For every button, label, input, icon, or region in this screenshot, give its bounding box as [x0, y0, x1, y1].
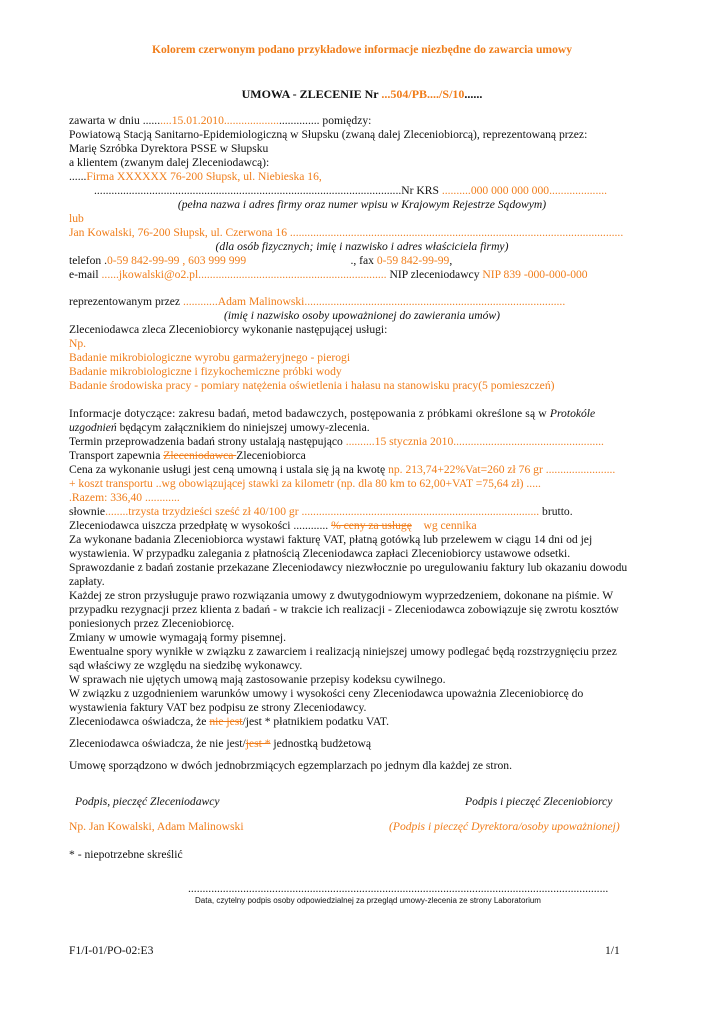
info-text: Informacje dotyczące: zakresu badań, metod badawczych, postępowania z próbkami określone są w [69, 407, 550, 420]
nip-value: NIP 839 -000-000-000 [482, 268, 588, 281]
service-intro: Zleceniodawca zleca Zleceniobiorcy wykonanie następującej usługi: [69, 323, 388, 336]
representative-hint: (imię i nazwisko osoby upoważnionej do zawierania umów) [224, 309, 500, 322]
client-signature-label: Podpis, pieczęć Zleceniodawcy [75, 795, 220, 808]
protocol-word: Protokóle [549, 407, 596, 420]
transport-cost: + koszt transportu ..wg obowiązującej stawki za kilometr (np. dla 80 km to 62,00+VAT =75,64 zł) ..... [69, 477, 541, 490]
person-address: Jan Kowalski, 76-200 Słupsk, ul. Czerwona 16 ................................................................................................................... [69, 226, 624, 239]
total-value: .Razem: 336,40 ............ [69, 491, 180, 504]
representative-line [69, 295, 565, 309]
contract-number: ...504/PB..../S/10 [381, 87, 465, 101]
deadline-value: ..........15 stycznia 2010.................................................... [345, 435, 604, 448]
transport-value: Zleceniobiorca [236, 449, 306, 462]
clause-line: sąd właściwy ze względu na siedzibę wykonawcy. [69, 659, 303, 672]
words-line [69, 505, 573, 519]
fax-value: 0-59 842-99-99 [376, 254, 450, 267]
client-company-line [69, 170, 322, 184]
client-company: Firma XXXXXX 76-200 Słupsk, ul. Niebieska 16, [86, 170, 322, 183]
nip-label: NIP zleceniodawcy [386, 268, 483, 281]
or-label: lub [69, 212, 84, 225]
dots: ...... [69, 170, 87, 183]
info-line [69, 407, 595, 421]
document-code: F1/I-01/PO-02:E3 [69, 944, 154, 957]
service-item: Np. [69, 337, 87, 350]
footnote: * - niepotrzebne skreślić [69, 848, 183, 861]
between-label: .............. pomiędzy: [278, 114, 372, 127]
clause-line: wystawienia faktury VAT bez podpisu ze strony Zleceniodawcy. [69, 701, 367, 714]
prepayment-line [69, 519, 477, 533]
email-line [69, 268, 588, 282]
budget-line [69, 737, 371, 751]
email-label: e-mail [69, 268, 102, 281]
clause-line: W sprawach nie ujętych umową mają zastosowanie przepisy kodeksu cywilnego. [69, 673, 446, 686]
clause-line: Zmiany w umowie wymagają formy pisemnej. [69, 631, 287, 644]
transport-label: Transport zapewnia [69, 449, 164, 462]
price-value: np. 213,74+22%Vat=260 zł 76 gr ........................ [388, 463, 616, 476]
words-value: ........trzysta trzydzieści sześć zł 40/100 gr .................................................................................. [105, 505, 540, 518]
page-number: 1/1 [605, 944, 620, 957]
budget-label: Zleceniodawca oświadcza, że nie jest/ [69, 737, 246, 750]
title-prefix: UMOWA - ZLECENIE Nr [241, 87, 382, 101]
title-suffix: ...... [464, 87, 483, 101]
clause-line: W związku z uzgodnieniem warunków umowy i wysokości ceny Zleceniodawca upoważnia Zleceniobiorcę do [69, 687, 584, 700]
lab-signature-dots: ................................................................................................................................................. [188, 882, 609, 895]
agreements-word: uzgodnień [69, 421, 117, 434]
person-hint: (dla osób fizycznych; imię i nazwisko i adres właściciela firmy) [215, 240, 509, 253]
lab-signature-caption: Data, czytelny podpis osoby odpowiedzialnej za przegląd umowy-zlecenia ze strony Laboratorium [195, 896, 541, 905]
representative-label: reprezentowanym przez [69, 295, 183, 308]
clause-line: Ewentualne spory wynikłe w związku z zawarciem i realizacją niniejszej umowy podlegać będą rozstrzygnięciu przez [69, 645, 617, 658]
date-line [69, 114, 371, 128]
price-label: Cena za wykonanie usługi jest ceną umowną i ustala się ją na kwotę [69, 463, 389, 476]
instruction-header: Kolorem czerwonym podano przykładowe informacje niezbędne do zawarcia umowy [151, 43, 573, 56]
contract-date: ....15.01.2010................... [160, 114, 279, 127]
representative-value: ............Adam Malinowski.......................................................................................... [182, 295, 566, 308]
gross-label: brutto. [539, 505, 573, 518]
krs-value: ..........000 000 000 000.................... [441, 184, 608, 197]
words-label: słownie [69, 505, 106, 518]
contractor-signature-value: (Podpis i pieczęć Dyrektora/osoby upoważnionej) [389, 820, 620, 833]
krs-line [94, 184, 607, 198]
transport-struck: Zleceniodawca [163, 449, 237, 462]
client-signature-value: Np. Jan Kowalski, Adam Malinowski [69, 820, 244, 833]
clause-line: Sprawozdanie z badań zostanie przekazane Zleceniodawcy niezwłocznie po uregulowaniu faktury lub okazaniu dowodu [69, 561, 628, 574]
date-label: zawarta w dniu ...... [69, 114, 161, 127]
vat-struck: nie jest [209, 715, 243, 728]
budget-struck: jest * [245, 737, 271, 750]
clause-line: poniesionych przez Zleceniobiorcę. [69, 617, 235, 630]
clause-line: zapłaty. [69, 575, 105, 588]
copies-line: Umowę sporządzono w dwóch jednobrzmiących egzemplarzach po jednym dla każdej ze stron. [69, 759, 512, 772]
client-intro: a klientem (zwanym dalej Zleceniodawcą): [69, 156, 270, 169]
contractor-line: Powiatową Stacją Sanitarno-Epidemiologiczną w Słupsku (zwaną dalej Zleceniobiorcą), reprezentowaną przez: [69, 128, 588, 141]
prepayment-struck: % ceny za usługę [331, 519, 412, 532]
service-item: Badanie środowiska pracy - pomiary natężenia oświetlenia i hałasu na stanowisku pracy(5 pomieszczeń) [69, 379, 555, 392]
director-line: Marię Szróbka Dyrektora PSSE w Słupsku [69, 142, 269, 155]
clause-line: Każdej ze stron przysługuje prawo rozwiązania umowy z dwutygodniowym wyprzedzeniem, dokonane na piśmie. W [69, 589, 614, 602]
phone-value: 0-59 842-99-99 , 603 999 999 [107, 254, 247, 267]
deadline-label: Termin przeprowadzenia badań strony ustalają następująco [69, 435, 346, 448]
prepayment-value: wg cennika [411, 519, 477, 532]
krs-label: ..........................................................................................................Nr KRS [94, 184, 442, 197]
info-line-2 [69, 421, 370, 435]
phone-label: telefon . [69, 254, 107, 267]
clause-line: Za wykonane badania Zleceniobiorca wystawi fakturę VAT, płatną gotówką lub przelewem w ciągu 14 dni od jej [69, 533, 593, 546]
service-item: Badanie mikrobiologiczne wyrobu garmażeryjnego - pierogi [69, 351, 351, 364]
company-hint: (pełna nazwa i adres firmy oraz numer wpisu w Krajowym Rejestrze Sądowym) [177, 198, 547, 211]
clause-line: wystawienia. W przypadku zalegania z płatnością Zleceniodawca zapłaci Zleceniobiorcy ustawowe odsetki. [69, 547, 571, 560]
fax-label: ., fax [246, 254, 377, 267]
price-line [69, 463, 615, 477]
deadline-line [69, 435, 604, 449]
contract-title [0, 87, 724, 101]
email-value: ......jkowalski@o2.pl................................................................. [101, 268, 387, 281]
comma: , [449, 254, 453, 267]
service-item: Badanie mikrobiologiczne i fizykochemiczne próbki wody [69, 365, 342, 378]
budget-value: jednostką budżetową [270, 737, 371, 750]
phone-line [69, 254, 452, 268]
vat-value: /jest * płatnikiem podatku VAT. [242, 715, 390, 728]
transport-line [69, 449, 306, 463]
vat-line [69, 715, 389, 729]
contractor-signature-label: Podpis i pieczęć Zleceniobiorcy [465, 795, 613, 808]
clause-line: przypadku rezygnacji przez klienta z badań - w trakcie ich realizacji - Zleceniodawca zobowiązuje się zwrotu kosztów [69, 603, 619, 616]
prepayment-label: Zleceniodawca uiszcza przedpłatę w wysokości ............ [69, 519, 332, 532]
vat-label: Zleceniodawca oświadcza, że [69, 715, 210, 728]
attachment-text: będącym załącznikiem do niniejszej umowy-zlecenia. [116, 421, 370, 434]
